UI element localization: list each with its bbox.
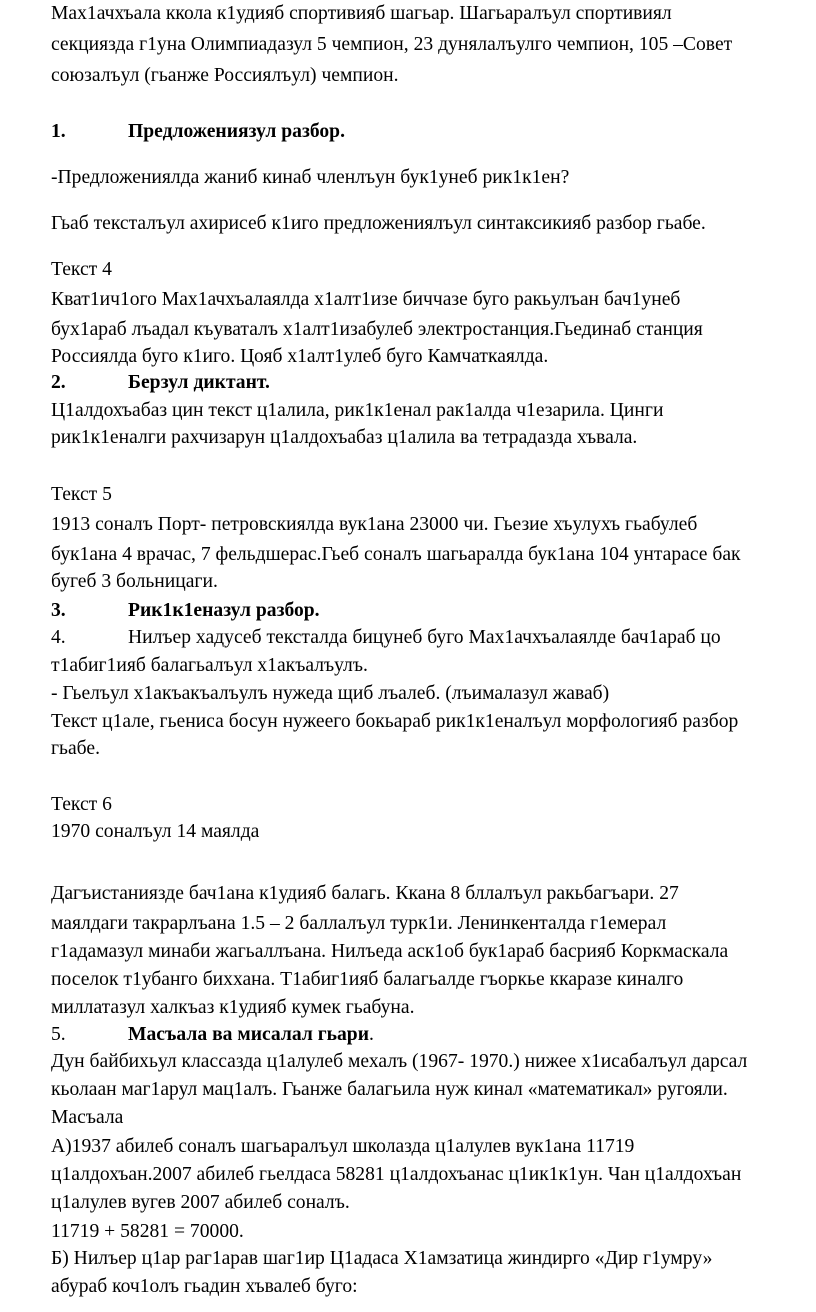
text-5-heading: Текст 5: [51, 484, 112, 505]
text-6-date: 1970 соналъул 14 маялда: [51, 821, 260, 842]
section-2-line-1: Ц1алдохъабаз цин текст ц1алила, рик1к1енал рак1алда ч1езарила. Цинги: [51, 400, 664, 421]
intro-line-1: Мах1ачхъала ккола к1удияб спортивияб шагьар. Шагьаралъул спортивиял: [51, 3, 672, 24]
text-6-line-3: г1адамазул минаби жагьаллъана. Нилъеда аск1об бук1араб басрияб Коркмаскала: [51, 941, 729, 962]
section-5-line-2: кьолаан маг1арул мац1алъ. Гьанже балагьила нуж кинал «математикал» ругояли.: [51, 1079, 728, 1100]
section-4-line-4: Текст ц1але, гьениса босун нужеего бокьараб рик1к1еналъул морфологияб разбор: [51, 711, 739, 732]
section-title: Предложениязул разбор.: [128, 121, 345, 142]
text-4-line-3: Россиялда буго к1иго. Цояб х1алт1улеб буго Камчаткаялда.: [51, 346, 549, 367]
section-5-line-4: А)1937 абилеб соналъ шагьаралъул школазда ц1алулев вук1ана 11719: [51, 1136, 635, 1157]
section-5-line-9: абураб коч1олъ гьадин хъвалеб буго:: [51, 1276, 358, 1297]
section-title-period: .: [368, 1024, 374, 1045]
section-4-line-3: - Гьелъул х1акъакъалъулъ нужеда щиб лъалеб. (лъималазул жаваб): [51, 683, 610, 704]
section-5-line-5: ц1алдохъан.2007 абилеб гьелдаса 58281 ц1алдохъанас ц1ик1к1ун. Чан ц1алдохъан: [51, 1164, 742, 1185]
text-4-heading: Текст 4: [51, 259, 112, 280]
question-line-2: Гьаб тексталъул ахирисеб к1иго предложениялъул синтаксикияб разбор гьабе.: [51, 213, 706, 234]
text-6-line-2: маялдаги такрарлъана 1.5 – 2 баллалъул турк1и. Ленинкенталда г1емерал: [51, 913, 667, 934]
text-6-heading: Текст 6: [51, 794, 112, 815]
section-title: Рик1к1еназул разбор.: [128, 600, 320, 621]
section-5-heading: [51, 1021, 374, 1049]
text-6-line-5: миллатазул халкъаз к1удияб кумек гьабуна.: [51, 997, 415, 1018]
section-5-line-1: Дун байбихьул классазда ц1алулеб мехалъ (1967- 1970.) нижее х1исабалъул дарсал: [51, 1051, 748, 1072]
question-line-1: -Предложениялда жаниб кинаб членлъун бук1унеб рик1к1ен?: [51, 167, 570, 188]
section-2-heading: [51, 369, 270, 397]
section-2-line-2: рик1к1еналги рахчизарун ц1алдохъабаз ц1алила ва тетрадазда хъвала.: [51, 427, 638, 448]
intro-line-3: союзалъул (гьанже Россиялъул) чемпион.: [51, 65, 399, 86]
intro-line-2: секциязда г1уна Олимпиадазул 5 чемпион, 23 дунялалъулго чемпион, 105 –Совет: [51, 34, 733, 55]
section-number: 3.: [51, 600, 66, 621]
section-number: 5.: [51, 1024, 66, 1045]
section-5-line-6: ц1алулев вугев 2007 абилеб соналъ.: [51, 1192, 350, 1213]
section-5-line-3: Масъала: [51, 1107, 124, 1128]
text-4-line-2: бух1араб лъадал къуваталъ х1алт1изабулеб электростанция.Гьединаб станция: [51, 319, 703, 340]
section-5-line-7: 11719 + 58281 = 70000.: [51, 1221, 244, 1242]
text-6-line-1: Дагъистаниязде бач1ана к1удияб балагь. Ккана 8 бллалъул ракьбагъари. 27: [51, 883, 679, 904]
section-title: Масъала ва мисалал гьари: [128, 1024, 369, 1045]
section-4-line-1: [51, 624, 721, 652]
section-number: 1.: [51, 121, 66, 142]
text-5-line-1: 1913 соналъ Порт- петровскиялда вук1ана 23000 чи. Гьезие хъулухъ гьабулеб: [51, 514, 698, 535]
text-5-line-3: бугеб 3 больницаги.: [51, 571, 218, 592]
section-number: 4.: [51, 627, 66, 648]
section-1-heading: [51, 118, 345, 146]
text-6-line-4: поселок т1убанго биххана. Т1абиг1ияб балагьалде гъоркье ккаразе киналго: [51, 969, 684, 990]
section-4-line-5: гьабе.: [51, 738, 100, 759]
text-4-line-1: Кват1ич1ого Мах1ачхъалаялда х1алт1изе биччазе буго ракьулъан бач1унеб: [51, 289, 681, 310]
section-3-heading: [51, 597, 320, 625]
section-5-line-8: Б) Нилъер ц1ар раг1арав шаг1ир Ц1адаса Х1амзатица жиндирго «Дир г1умру»: [51, 1248, 713, 1269]
section-number: 2.: [51, 372, 66, 393]
section-title: Берзул диктант.: [128, 372, 270, 393]
section-4-line-2: т1абиг1ияб балагьалъул х1акъалъулъ.: [51, 655, 368, 676]
text-5-line-2: бук1ана 4 врачас, 7 фельдшерас.Гьеб соналъ шагьаралда бук1ана 104 унтарасе бак: [51, 544, 741, 565]
section-text: Нилъер хадусеб тексталда бицунеб буго Мах1ачхъалаялде бач1араб цо: [128, 627, 721, 648]
